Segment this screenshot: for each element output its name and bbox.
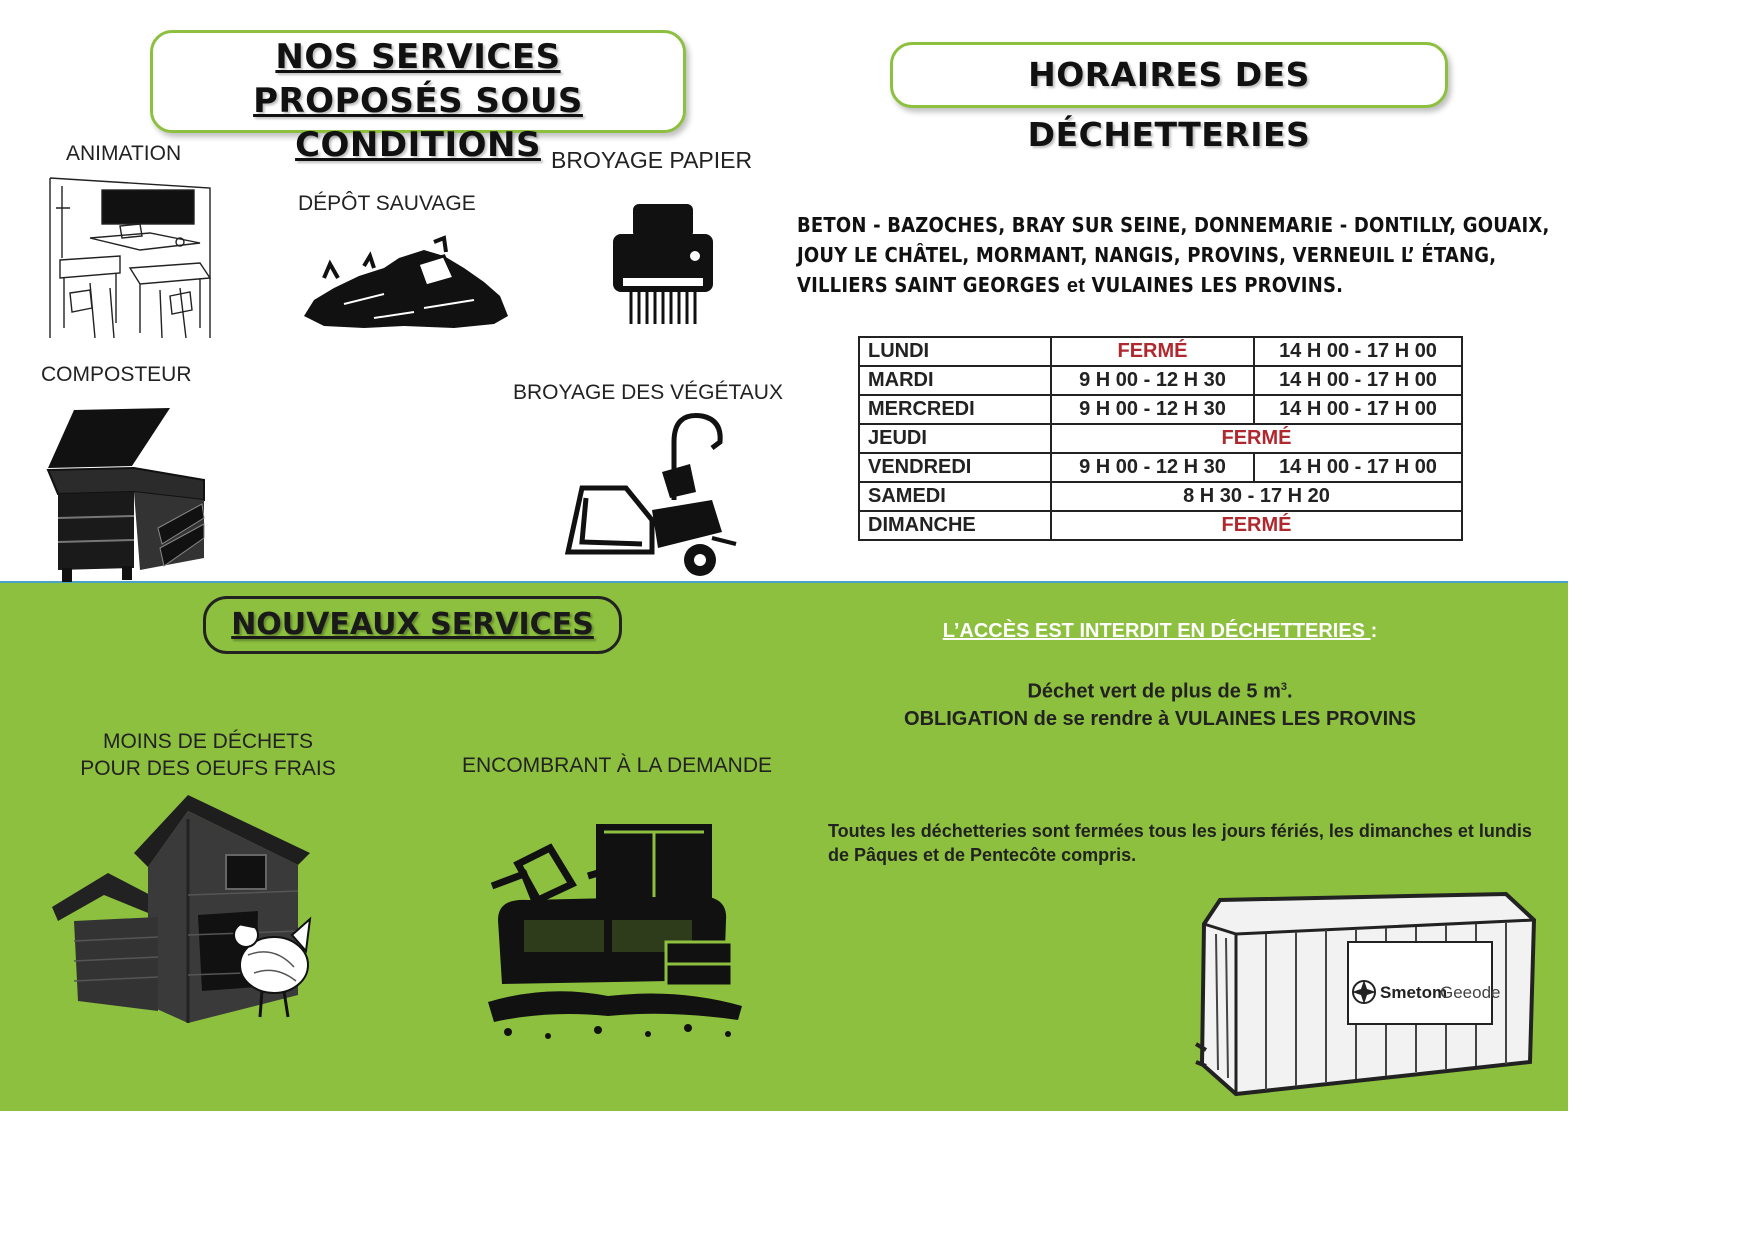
- services-title-line1: NOS SERVICES: [275, 37, 561, 77]
- access-title-colon: :: [1370, 620, 1378, 642]
- access-line2: OBLIGATION de se rendre à VULAINES LES PROVINS: [904, 707, 1416, 730]
- access-title: [860, 620, 1460, 643]
- day-cell: JEUDI: [859, 424, 1051, 453]
- schedule-row-vendredi: [859, 453, 1462, 482]
- label-animation: ANIMATION: [66, 142, 182, 165]
- towns-part2: VULAINES LES PROVINS.: [1085, 273, 1344, 297]
- services-conditions-title: [150, 30, 686, 165]
- classroom-icon: [50, 178, 212, 338]
- schedule-table: [858, 336, 1463, 541]
- services-title-line2: PROPOSÉS SOUS CONDITIONS: [253, 81, 583, 165]
- bulky-waste-icon: [488, 824, 744, 1040]
- access-sup: 3: [1280, 681, 1287, 693]
- chicken-coop-icon: [48, 795, 312, 1027]
- afternoon-cell: 14 H 00 - 17 H 00: [1254, 337, 1462, 366]
- day-cell: SAMEDI: [859, 482, 1051, 511]
- nouveaux-title-text: NOUVEAUX SERVICES: [231, 607, 594, 642]
- full-day-cell: FERMÉ: [1051, 424, 1462, 453]
- brand-smetom: Smetom: [1380, 983, 1448, 1002]
- full-day-cell: 8 H 30 - 17 H 20: [1051, 482, 1462, 511]
- schedule-row-mardi: [859, 366, 1462, 395]
- smetom-logo-icon: [1352, 980, 1376, 1004]
- day-cell: MERCREDI: [859, 395, 1051, 424]
- access-title-text: L’ACCÈS EST INTERDIT EN DÉCHETTERIES: [942, 620, 1371, 642]
- morning-cell: FERMÉ: [1051, 337, 1254, 366]
- schedule-row-samedi: [859, 482, 1462, 511]
- day-cell: LUNDI: [859, 337, 1051, 366]
- horaires-title-text: HORAIRES DES DÉCHETTERIES: [1027, 55, 1311, 154]
- schedule-row-mercredi: [859, 395, 1462, 424]
- schedule-row-lundi: [859, 337, 1462, 366]
- morning-cell: 9 H 00 - 12 H 30: [1051, 453, 1254, 482]
- holiday-notice: Toutes les déchetteries sont fermées tous les jours fériés, les dimanches et lundis de Pâques et de Pentecôte compris.: [828, 821, 1532, 865]
- towns-list: [797, 210, 1557, 301]
- day-cell: VENDREDI: [859, 453, 1051, 482]
- afternoon-cell: 14 H 00 - 17 H 00: [1254, 453, 1462, 482]
- afternoon-cell: 14 H 00 - 17 H 00: [1254, 366, 1462, 395]
- label-depot-sauvage: DÉPÔT SAUVAGE: [298, 192, 476, 215]
- brand-geeode: Geeode: [1440, 983, 1501, 1002]
- oeufs-line2: POUR DES OEUFS FRAIS: [80, 757, 336, 780]
- label-encombrant: ENCOMBRANT À LA DEMANDE: [462, 754, 773, 777]
- schedule-row-dimanche: [859, 511, 1462, 540]
- nouveaux-services-title: [203, 596, 622, 654]
- afternoon-cell: 14 H 00 - 17 H 00: [1254, 395, 1462, 424]
- towns-et: et: [1066, 275, 1086, 297]
- label-composteur: COMPOSTEUR: [41, 363, 192, 386]
- label-oeufs: [60, 728, 356, 782]
- label-broyage-papier: BROYAGE PAPIER: [551, 147, 753, 173]
- wood-chipper-icon: [562, 412, 738, 580]
- towns-part1: BETON - BAZOCHES, BRAY SUR SEINE, DONNEMARIE - DONTILLY, GOUAIX, JOUY LE CHÂTEL, MORMANT, NANGIS, PROVINS, VERNEUIL L’ ÉTANG, VILLIERS SAINT GEORGES: [797, 213, 1550, 297]
- day-cell: MARDI: [859, 366, 1051, 395]
- access-rules: [830, 674, 1490, 733]
- waste-pile-icon: [304, 238, 510, 330]
- morning-cell: 9 H 00 - 12 H 30: [1051, 395, 1254, 424]
- horaires-title: [890, 42, 1448, 154]
- access-line1: Déchet vert de plus de 5 m: [1027, 680, 1281, 703]
- schedule-row-jeudi: [859, 424, 1462, 453]
- access-line1-end: .: [1286, 680, 1293, 703]
- full-day-cell: FERMÉ: [1051, 511, 1462, 540]
- oeufs-line1: MOINS DE DÉCHETS: [102, 730, 314, 753]
- day-cell: DIMANCHE: [859, 511, 1051, 540]
- paper-shredder-icon: [613, 204, 713, 326]
- label-broyage-vegetaux: BROYAGE DES VÉGÉTAUX: [513, 381, 783, 404]
- container-icon: [1196, 894, 1540, 1096]
- morning-cell: 9 H 00 - 12 H 30: [1051, 366, 1254, 395]
- composter-icon: [44, 408, 206, 584]
